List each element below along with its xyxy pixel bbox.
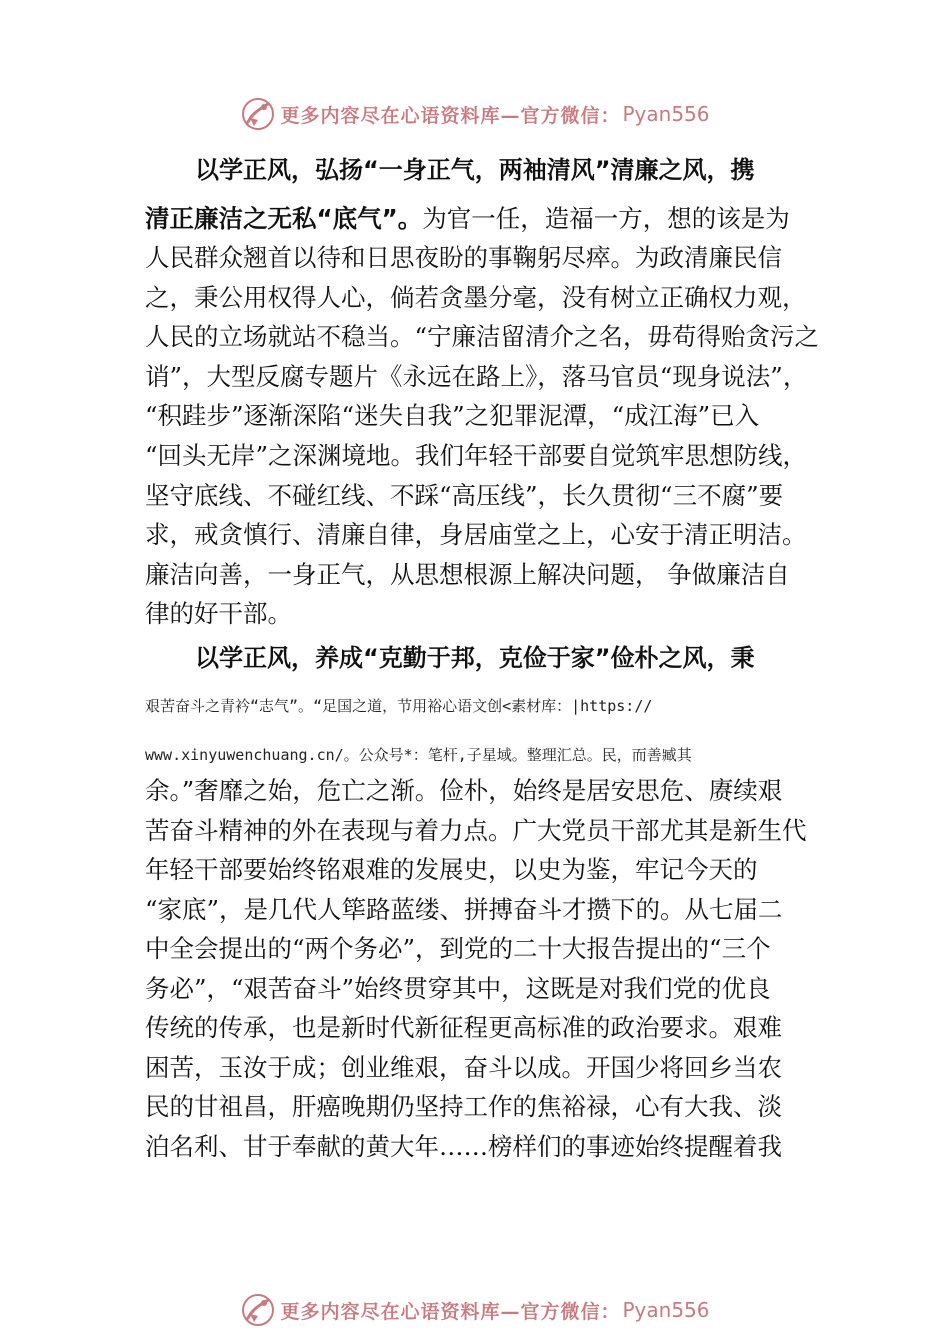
paragraph-2-line-small: www.xinyuwenchuang.cn/。公众号*：笔杆,子星域。整理汇总。民，而善臧其	[145, 746, 692, 764]
paragraph-1-line: 坚守底线、不碰红线、不踩“高压线”，长久贯彻“三不腐”要	[145, 481, 784, 510]
paragraph-1-line: “回头无岸”之深渊境地。我们年轻干部要自觉筑牢思想防线，	[145, 441, 808, 470]
watermark-text: 更多内容尽在心语资料库—官方微信：	[280, 104, 621, 127]
paragraph-1-line: 求，戒贪慎行、清廉自律，身居庙堂之上，心安于清正明洁。	[145, 520, 807, 549]
header-watermark	[0, 92, 950, 136]
paragraph-1-line: “积跬步”逐渐深陷“迷失自我”之犯罪泥潭，“成江海”已入	[145, 401, 760, 430]
paragraph-1-text: 为官一任，造福一方，想的该是为	[422, 204, 790, 233]
paragraph-2-line: 中全会提出的“两个务必”，到党的二十大报告提出的“三个	[145, 934, 771, 963]
paragraph-2-line: 民的甘祖昌，肝癌晚期仍坚持工作的焦裕禄，心有大我、淡	[145, 1092, 782, 1121]
paragraph-2-heading: 以学正风，养成“克勤于邦，克俭于家”俭朴之风，秉	[195, 644, 755, 672]
paragraph-1-line: 廉洁向善，一身正气，从思想根源上解决问题， 争做廉洁自	[145, 560, 790, 589]
watermark-wechat-id: Pyan556	[622, 102, 710, 126]
paragraph-2-line: 余。”奢靡之始，危亡之渐。俭朴，始终是居安思危、赓续艰	[145, 776, 783, 805]
paragraph-2-line: “家底”，是几代人筚路蓝缕、拼搏奋斗才攒下的。从七届二	[145, 895, 783, 924]
paragraph-2-line-small: 艰苦奋斗之青衿“志气”。“足国之道，节用裕心语文创<素材库：|https://	[145, 697, 653, 715]
paragraph-2-line: 务必”，“艰苦奋斗”始终贯穿其中，这既是对我们党的优良	[145, 974, 771, 1003]
paragraph-1-line: 人民群众翘首以待和日思夜盼的事鞠躬尽瘁。为政清廉民信	[145, 243, 782, 272]
paragraph-1-heading: 以学正风，弘扬“一身正气，两袖清风”清廉之风，携	[195, 156, 755, 184]
paragraph-2-line: 困苦，玉汝于成；创业维艰，奋斗以成。开国少将回乡当农	[145, 1053, 782, 1082]
paragraph-2-line: 苦奋斗精神的外在表现与着力点。广大党员干部尤其是新生代	[145, 816, 807, 845]
paragraph-1-heading-end: 清正廉洁之无私“底气”。	[145, 204, 423, 233]
watermark-wechat-id: Pyan556	[622, 1298, 710, 1322]
paragraph-1-line: 之，秉公用权得人心，倘若贪墨分毫，没有树立正确权力观，	[145, 283, 807, 312]
pen-logo-icon	[240, 1292, 276, 1328]
footer-watermark	[0, 1288, 950, 1332]
paragraph-1-line: 诮”，大型反腐专题片《永远在路上》，落马官员“现身说法”，	[145, 362, 808, 391]
watermark-text: 更多内容尽在心语资料库—官方微信：	[280, 1300, 621, 1323]
paragraph-2-line: 年轻干部要始终铭艰难的发展史，以史为鉴，牢记今天的	[145, 855, 758, 884]
pen-logo-icon	[240, 96, 276, 132]
paragraph-2-line: 泊名利、甘于奉献的黄大年……榜样们的事迹始终提醒着我	[145, 1132, 782, 1161]
paragraph-1-line: 人民的立场就站不稳当。“宁廉洁留清介之名，毋苟得贻贪污之	[145, 322, 820, 351]
paragraph-2-line: 传统的传承，也是新时代新征程更高标准的政治要求。艰难	[145, 1013, 782, 1042]
paragraph-1-line: 律的好干部。	[145, 599, 292, 628]
paragraph-1-line	[145, 203, 790, 235]
